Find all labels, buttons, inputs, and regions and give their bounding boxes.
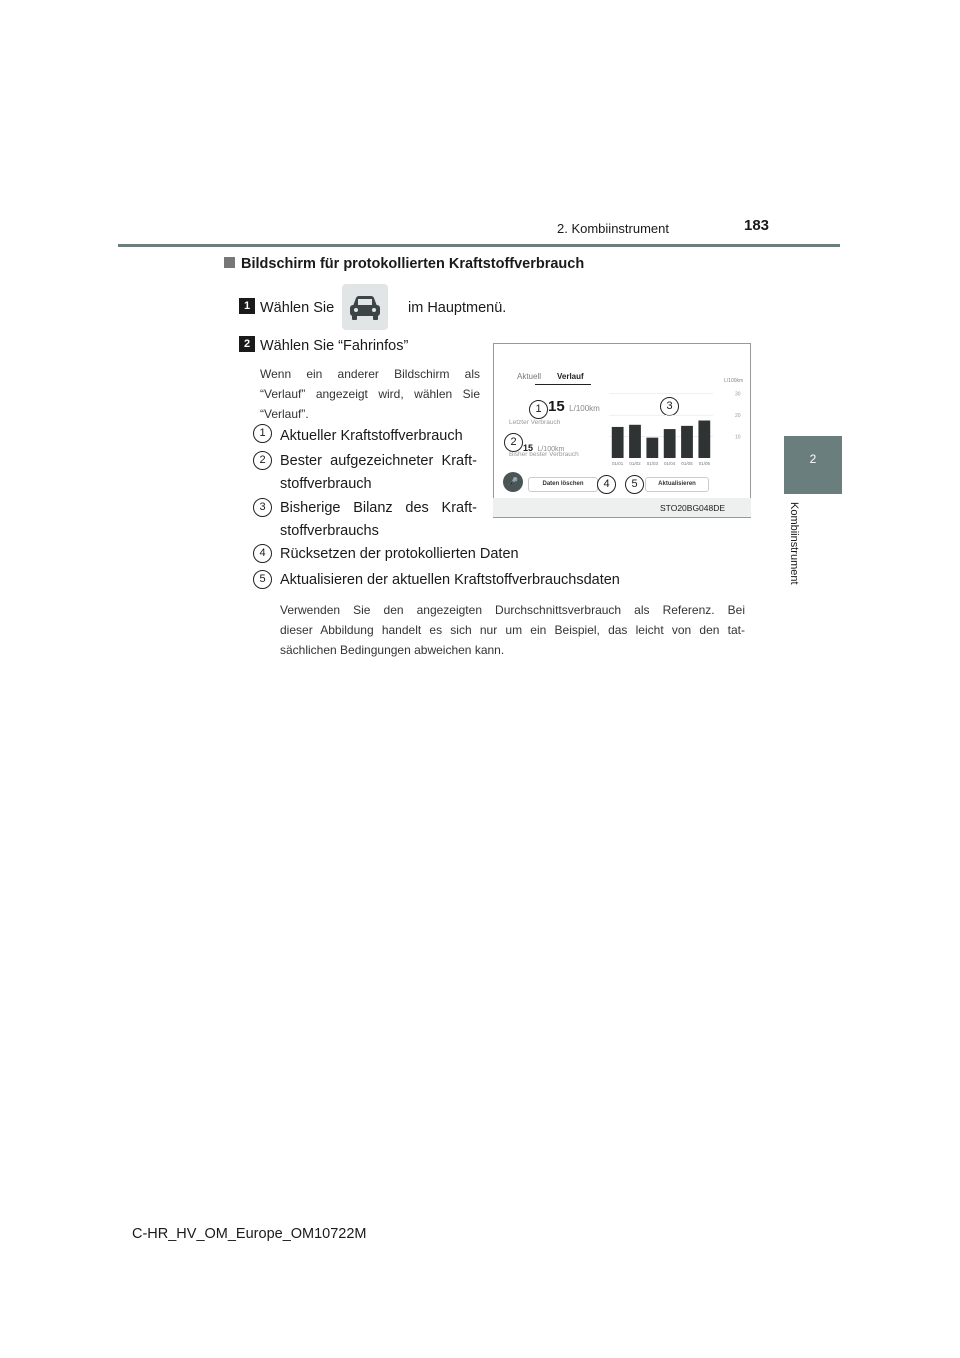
- tab-history[interactable]: Verlauf: [557, 372, 584, 381]
- x-tick-label-01/01: 01/01: [612, 461, 624, 466]
- item-5-text: Aktualisieren der aktuellen Kraftstoffverbrauchsdaten: [280, 572, 620, 588]
- y-axis-unit-label: L/100km: [724, 378, 744, 384]
- x-tick-label-01/05: 01/05: [681, 461, 693, 466]
- step-1-text-after: im Hauptmenü.: [408, 300, 507, 316]
- figure-caption: STO20BG048DE: [660, 503, 726, 513]
- x-tick-label-01/02: 01/02: [629, 461, 641, 466]
- running-header-section: 2. Kombiinstrument: [557, 221, 669, 236]
- tab-current[interactable]: Aktuell: [517, 372, 542, 381]
- x-tick-label-01/03: 01/03: [646, 461, 658, 466]
- y-tick-label-10: 10: [735, 434, 741, 441]
- current-consumption: 15 L/100km: [548, 398, 600, 415]
- callout-1: 1: [253, 424, 272, 443]
- fig-callout-1: 1: [529, 400, 548, 419]
- bar-01/03: [646, 438, 658, 458]
- x-tick-label-01/04: 01/04: [664, 461, 676, 466]
- reset-data-button[interactable]: Daten löschen: [528, 477, 598, 492]
- step-1-marker: 1: [239, 298, 255, 314]
- fig-callout-2: 2: [504, 433, 523, 452]
- best-consumption-label: Bisher bester Verbrauch: [509, 451, 579, 458]
- note-select-history: Wenn ein anderer Bildschirm als “Verlauf” angezeigt wird, wählen Sie “Verlauf”.: [260, 367, 480, 421]
- header-rule: [118, 244, 840, 247]
- step-2-text: Wählen Sie “Fahrinfos”: [260, 338, 409, 354]
- item-1-text: Aktueller Kraftstoffverbrauch: [280, 428, 463, 444]
- y-tick-label-30: 30: [735, 391, 741, 398]
- tab-history-underline: [535, 384, 591, 385]
- x-tick-label-01/06: 01/06: [698, 461, 710, 466]
- microphone-icon[interactable]: 🎤: [503, 472, 523, 492]
- fig-callout-3: 3: [660, 397, 679, 416]
- item-3-text: Bisherige Bilanz des Kraft- stoffverbrauchs: [280, 500, 477, 539]
- chapter-tab-label: Kombiinstrument: [788, 502, 800, 585]
- update-button[interactable]: Aktualisieren: [645, 477, 709, 492]
- chapter-tab-number: 2: [809, 452, 817, 466]
- note-reference: Verwenden Sie den angezeigten Durchschnittsverbrauch als Referenz. Bei dieser Abbildung handelt es sich nur um ein Beispiel, das leicht von den tat- sächlichen Bedingungen abweichen kann.: [280, 603, 745, 657]
- callout-2: 2: [253, 451, 272, 470]
- item-2-text: Bester aufgezeichneter Kraft- stoffverbrauch: [280, 453, 477, 492]
- step-2-marker: 2: [239, 336, 255, 352]
- consumption-history-chart: [605, 373, 750, 470]
- step-1-text-before: Wählen Sie: [260, 300, 335, 316]
- car-icon: [342, 284, 388, 330]
- document-footer: C-HR_HV_OM_Europe_OM10722M: [132, 1226, 367, 1242]
- bar-01/06: [698, 421, 710, 459]
- callout-3: 3: [253, 498, 272, 517]
- bar-01/01: [612, 427, 624, 458]
- bar-01/05: [681, 426, 693, 458]
- section-title: Bildschirm für protokollierten Kraftstoffverbrauch: [224, 256, 584, 272]
- callout-5: 5: [253, 570, 272, 589]
- bar-01/04: [664, 429, 676, 458]
- fig-callout-5: 5: [625, 475, 644, 494]
- bar-01/02: [629, 425, 641, 458]
- square-bullet-icon: [224, 257, 235, 268]
- y-tick-label-20: 20: [735, 413, 741, 420]
- item-4-text: Rücksetzen der protokollierten Daten: [280, 546, 519, 562]
- page-number: 183: [744, 217, 770, 234]
- callout-4: 4: [253, 544, 272, 563]
- fig-callout-4: 4: [597, 475, 616, 494]
- best-consumption: 15 L/100km: [523, 443, 565, 453]
- current-consumption-label: Letzter Verbrauch: [509, 419, 561, 426]
